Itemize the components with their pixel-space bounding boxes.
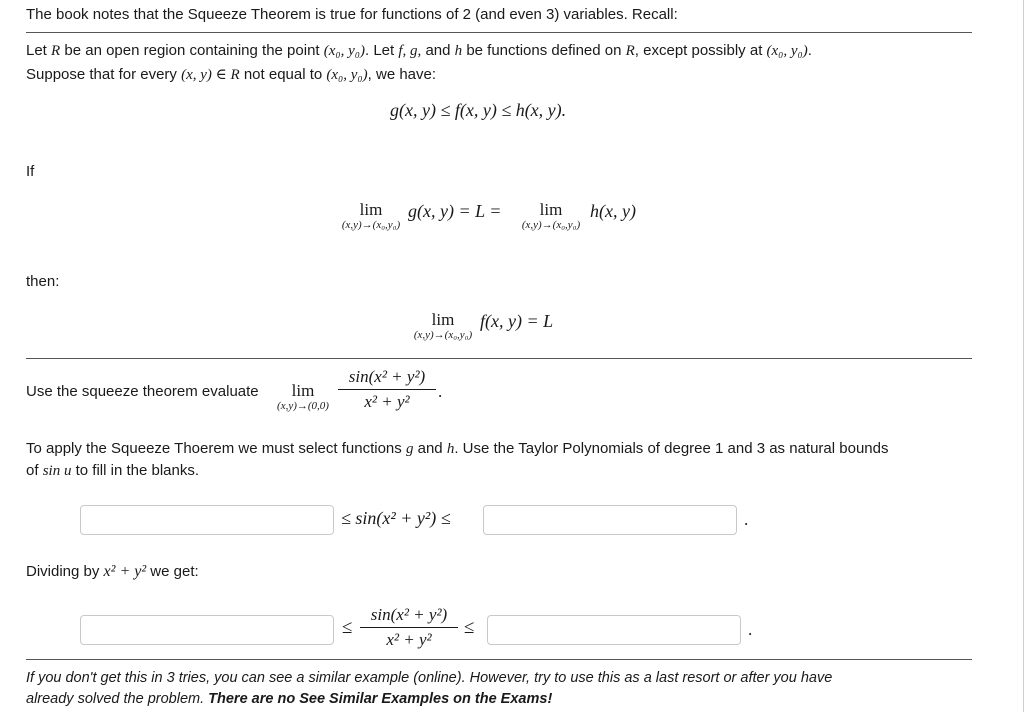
limit-g-expr: g(x, y) = L =	[408, 201, 502, 221]
lower-bound-divided-input[interactable]	[80, 615, 334, 645]
dividing-text: Dividing by x² + y² we get:	[26, 563, 199, 580]
upper-bound-divided-input[interactable]	[487, 615, 741, 645]
limit-h: lim (x,y)→(x₀,y₀)	[521, 200, 581, 231]
limit-g: lim (x,y)→(x₀,y₀)	[341, 200, 401, 231]
lower-bound-input[interactable]	[80, 505, 334, 535]
upper-bound-input[interactable]	[483, 505, 737, 535]
problem-limit: lim (x,y)→(0,0)	[277, 381, 329, 412]
le-right: ≤	[464, 617, 475, 638]
le-left: ≤	[342, 617, 353, 638]
limit-h-expr: h(x, y)	[590, 201, 636, 221]
divider	[26, 32, 972, 33]
limit-f-expr: f(x, y) = L	[480, 311, 554, 331]
limit-f: lim (x,y)→(x₀,y₀)	[413, 310, 473, 341]
intro-text: The book notes that the Squeeze Theorem is true for functions of 2 (and even 3) variables. Recall:	[26, 6, 678, 23]
squeeze-middle-expr: ≤ sin(x² + y²) ≤	[341, 508, 451, 528]
then-label: then:	[26, 273, 60, 290]
instructions-line-2: of sin u to fill in the blanks.	[26, 462, 200, 479]
row2-period: .	[748, 620, 753, 639]
divided-fraction: $\frac{\text{sin(x² + y²)}}{\text{x² + y²}}$	[360, 605, 458, 650]
footer-note-line-1: If you don't get this in 3 tries, you can see a similar example (online). However, try to use this as a last resort or after you have	[26, 670, 833, 686]
problem-fraction: $\frac{\text{sin(x² + y²)}}{\text{x² + y²}}$	[338, 367, 436, 412]
theorem-line-1: Let R be an open region containing the point (x₀, y₀). Let f, g, and h be functions defined on R, except possibly at (x₀, y₀).	[26, 42, 812, 59]
problem-period: .	[438, 382, 443, 401]
row1-period: .	[744, 510, 749, 529]
squeeze-inequality: g(x, y) ≤ f(x, y) ≤ h(x, y).	[390, 100, 567, 120]
instructions-line-1: To apply the Squeeze Thoerem we must select functions g and h. Use the Taylor Polynomials of degree 1 and 3 as natural bounds	[26, 440, 889, 457]
problem-prompt: Use the squeeze theorem evaluate	[26, 383, 259, 400]
if-label: If	[26, 163, 35, 180]
theorem-line-2: Suppose that for every (x, y) ∈ R not equal to (x₀, y₀), we have:	[26, 66, 437, 83]
footer-note-line-2: already solved the problem. There are no See Similar Examples on the Exams!	[26, 691, 553, 707]
divider	[26, 358, 972, 359]
divider	[26, 659, 972, 660]
